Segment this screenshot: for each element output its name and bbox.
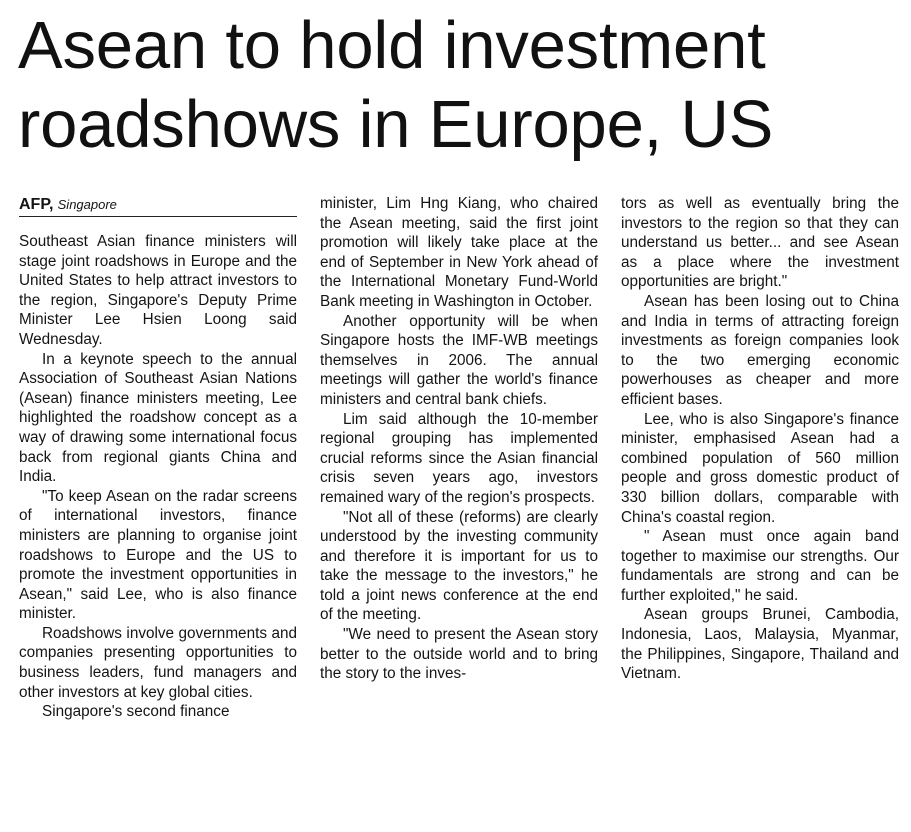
paragraph: Lim said although the 10-member regional grouping has implemented crucial reforms since the Asian financial crisis seven years ago, investors remained wary of the region's prospects. (320, 410, 598, 506)
paragraph: "We need to present the Asean story better to the outside world and to bring the story to the inves- (320, 626, 598, 683)
paragraph: Singapore's second finance (42, 703, 230, 721)
paragraph: Asean has been losing out to China and India in terms of attracting foreign investments as foreign companies look to the two emerging economic powerhouses as cheaper and more efficient bases. (621, 292, 899, 408)
paragraph: Asean groups Brunei, Cambodia, Indonesia, Laos, Malaysia, Myanmar, the Philippines, Singapore, Thailand and Vietnam. (621, 606, 899, 683)
paragraph: Lee, who is also Singapore's finance minister, emphasised Asean had a combined population of 560 million people and gross domestic product of 330 billion dollars, comparable with China's coastal region. (621, 410, 899, 526)
paragraph: Roadshows involve governments and companies presenting opportunities to business leaders, fund managers and other investors at key global cities. (19, 624, 297, 701)
article-column-1 (19, 194, 297, 722)
byline (19, 194, 297, 217)
paragraph: minister, Lim Hng Kiang, who chaired the Asean meeting, said the first joint promotion will likely take place at the end of September in New York ahead of the International Monetary Fund-World Bank meeting in Washington in October. (320, 195, 598, 310)
paragraph: Southeast Asian finance ministers will stage joint roadshows in Europe and the United States to help attract investors to the region, Singapore's Deputy Prime Minister Lee Hsien Loong said Wednesday. (19, 233, 297, 348)
article-column-2 (320, 194, 598, 684)
paragraph: In a keynote speech to the annual Association of Southeast Asian Nations (Asean) finance ministers meeting, Lee highlighted the roadshow concept as a way of drawing some international focus back from regional giants China and India. (19, 350, 297, 486)
byline-place: Singapore (57, 197, 117, 212)
paragraph: "Not all of these (reforms) are clearly understood by the investing community and therefore it is important for us to take the message to the investors," he told a joint news conference at the end of the meeting. (320, 508, 598, 624)
headline: Asean to hold investment roadshows in Europe, US (18, 8, 774, 162)
paragraph: tors as well as eventually bring the investors to the region so that they can understand us better... and see Asean as a place where the investment opportunities are bright." (621, 195, 899, 291)
paragraph: " Asean must once again band together to maximise our strengths. Our fundamentals are strong and can be further exploited," he said. (621, 528, 899, 604)
byline-agency: AFP, (19, 196, 54, 213)
article-column-3 (621, 194, 899, 684)
paragraph: Another opportunity will be when Singapore hosts the IMF-WB meetings themselves in 2006. The annual meetings will gather the world's finance ministers and central bank chiefs. (320, 312, 598, 408)
paragraph: "To keep Asean on the radar screens of international investors, finance ministers are planning to organise joint roadshows to Europe and the US to promote the investment opportunities in Asean," said Lee, who is also finance minister. (19, 487, 297, 623)
